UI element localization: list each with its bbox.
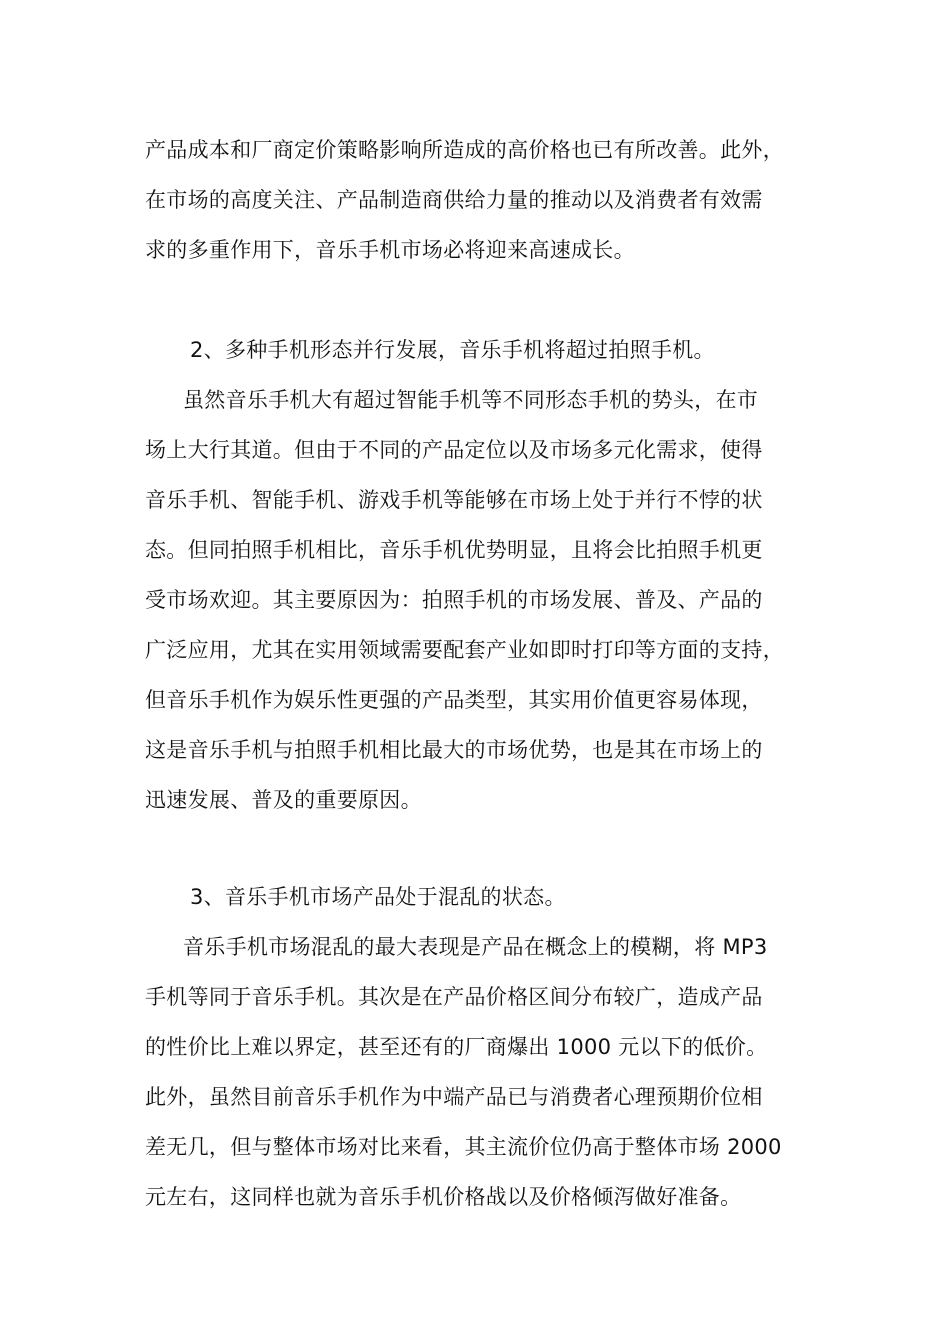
paragraph-3-line-6: 元左右，这同样也就为音乐手机价格战以及价格倾泻做好准备。 bbox=[145, 1185, 742, 1209]
paragraph-3-line-1: 音乐手机市场混乱的最大表现是产品在概念上的模糊，将 MP3 bbox=[183, 935, 768, 959]
paragraph-1-line-3: 求的多重作用下，音乐手机市场必将迎来高速成长。 bbox=[145, 238, 635, 262]
paragraph-2-line-3: 音乐手机、智能手机、游戏手机等能够在市场上处于并行不悖的状 bbox=[145, 488, 763, 512]
section-heading-3: 3、音乐手机市场产品处于混乱的状态。 bbox=[190, 885, 566, 909]
paragraph-2-line-8: 这是音乐手机与拍照手机相比最大的市场优势，也是其在市场上的 bbox=[145, 738, 763, 762]
paragraph-3-line-5: 差无几，但与整体市场对比来看，其主流价位仍高于整体市场 2000 bbox=[145, 1135, 782, 1159]
paragraph-3-line-3: 的性价比上难以界定，甚至还有的厂商爆出 1000 元以下的低价。 bbox=[145, 1035, 768, 1059]
paragraph-2-line-7: 但音乐手机作为娱乐性更强的产品类型，其实用价值更容易体现， bbox=[145, 688, 763, 712]
paragraph-2-line-1: 虽然音乐手机大有超过智能手机等不同形态手机的势头，在市 bbox=[183, 388, 759, 412]
paragraph-2-line-2: 场上大行其道。但由于不同的产品定位以及市场多元化需求，使得 bbox=[145, 438, 763, 462]
section-heading-2: 2、多种手机形态并行发展，音乐手机将超过拍照手机。 bbox=[190, 338, 715, 362]
paragraph-3-line-2: 手机等同于音乐手机。其次是在产品价格区间分布较广，造成产品 bbox=[145, 985, 763, 1009]
paragraph-2-line-6: 广泛应用，尤其在实用领域需要配套产业如即时打印等方面的支持， bbox=[145, 638, 784, 662]
paragraph-3-line-4: 此外，虽然目前音乐手机作为中端产品已与消费者心理预期价位相 bbox=[145, 1085, 763, 1109]
paragraph-1-line-1: 产品成本和厂商定价策略影响所造成的高价格也已有所改善。此外， bbox=[145, 138, 784, 162]
paragraph-2-line-9: 迅速发展、普及的重要原因。 bbox=[145, 788, 422, 812]
paragraph-2-line-4: 态。但同拍照手机相比，音乐手机优势明显，且将会比拍照手机更 bbox=[145, 538, 763, 562]
paragraph-2-line-5: 受市场欢迎。其主要原因为：拍照手机的市场发展、普及、产品的 bbox=[145, 588, 763, 612]
paragraph-1-line-2: 在市场的高度关注、产品制造商供给力量的推动以及消费者有效需 bbox=[145, 188, 763, 212]
